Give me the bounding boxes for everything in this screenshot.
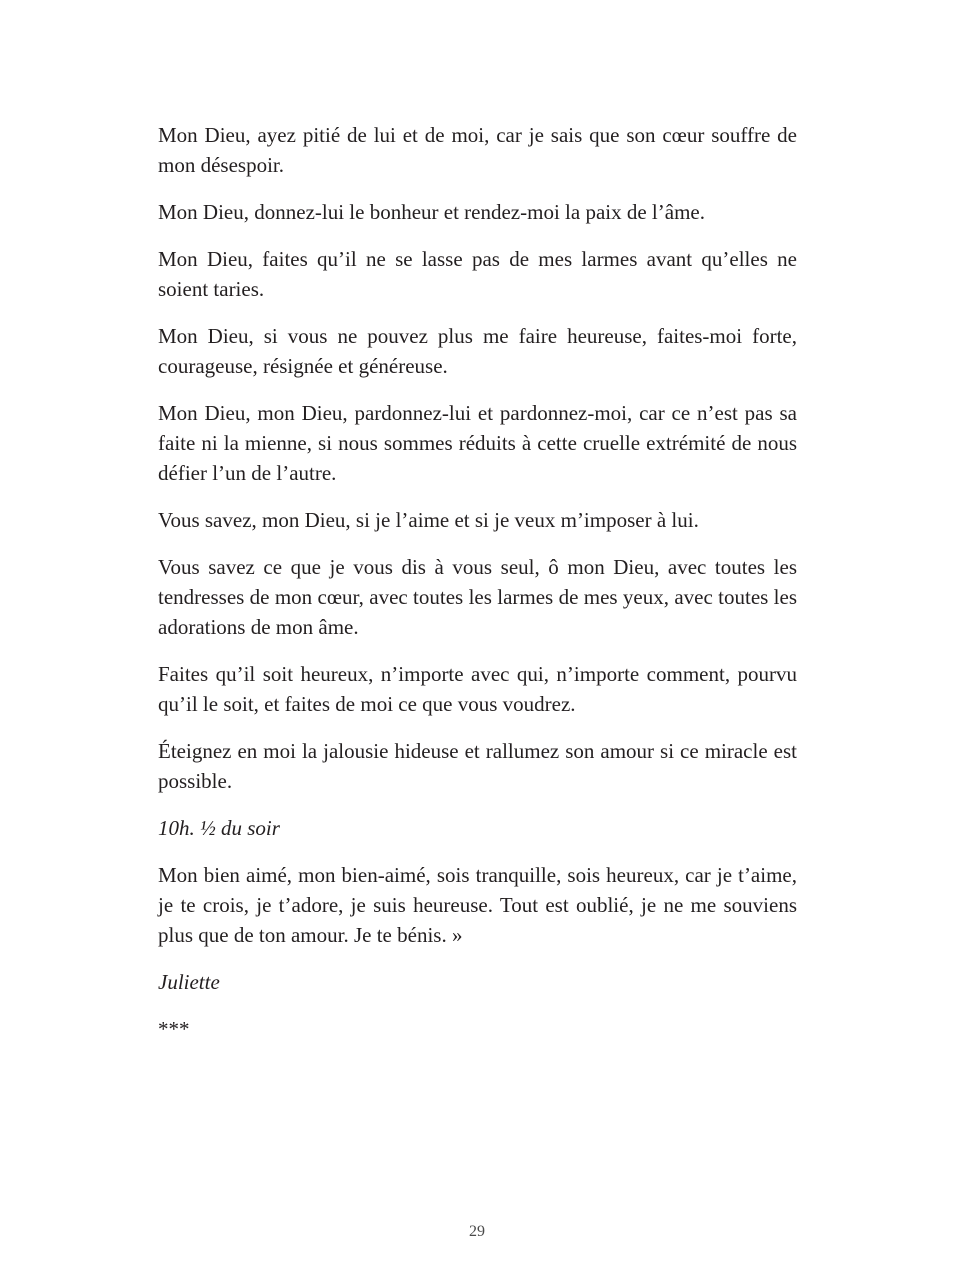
paragraph: Mon Dieu, donnez-lui le bonheur et rendez-moi la paix de l’âme. [158,200,705,224]
section-separator: *** [158,1017,190,1041]
paragraph: Vous savez ce que je vous dis à vous seul, ô mon Dieu, avec toutes les tendresses de mon cœur, avec toutes les larmes de mes yeux, avec toutes les adorations de mon âme. [158,555,797,639]
paragraph: Mon Dieu, ayez pitié de lui et de moi, car je sais que son cœur souffre de mon désespoir. [158,123,797,177]
page-body [158,120,797,1044]
signature: Juliette [158,970,220,994]
time-note: 10h. ½ du soir [158,816,280,840]
page-number: 29 [469,1223,485,1240]
paragraph: Mon Dieu, mon Dieu, pardonnez-lui et pardonnez-moi, car ce n’est pas sa faite ni la mienne, si nous sommes réduits à cette cruelle extrémité de nous défier l’un de l’autre. [158,401,797,485]
paragraph: Vous savez, mon Dieu, si je l’aime et si je veux m’imposer à lui. [158,508,699,532]
paragraph: Mon Dieu, faites qu’il ne se lasse pas de mes larmes avant qu’elles ne soient taries. [158,247,797,301]
paragraph: Mon Dieu, si vous ne pouvez plus me faire heureuse, faites-moi forte, courageuse, résignée et généreuse. [158,324,797,378]
paragraph: Éteignez en moi la jalousie hideuse et rallumez son amour si ce miracle est possible. [158,739,797,793]
paragraph: Faites qu’il soit heureux, n’importe avec qui, n’importe comment, pourvu qu’il le soit, et faites de moi ce que vous voudrez. [158,662,797,716]
closing-paragraph: Mon bien aimé, mon bien-aimé, sois tranquille, sois heureux, car je t’aime, je te crois, je t’adore, je suis heureuse. Tout est oublié, je ne me souviens plus que de ton amour. Je te bénis. » [158,863,797,947]
